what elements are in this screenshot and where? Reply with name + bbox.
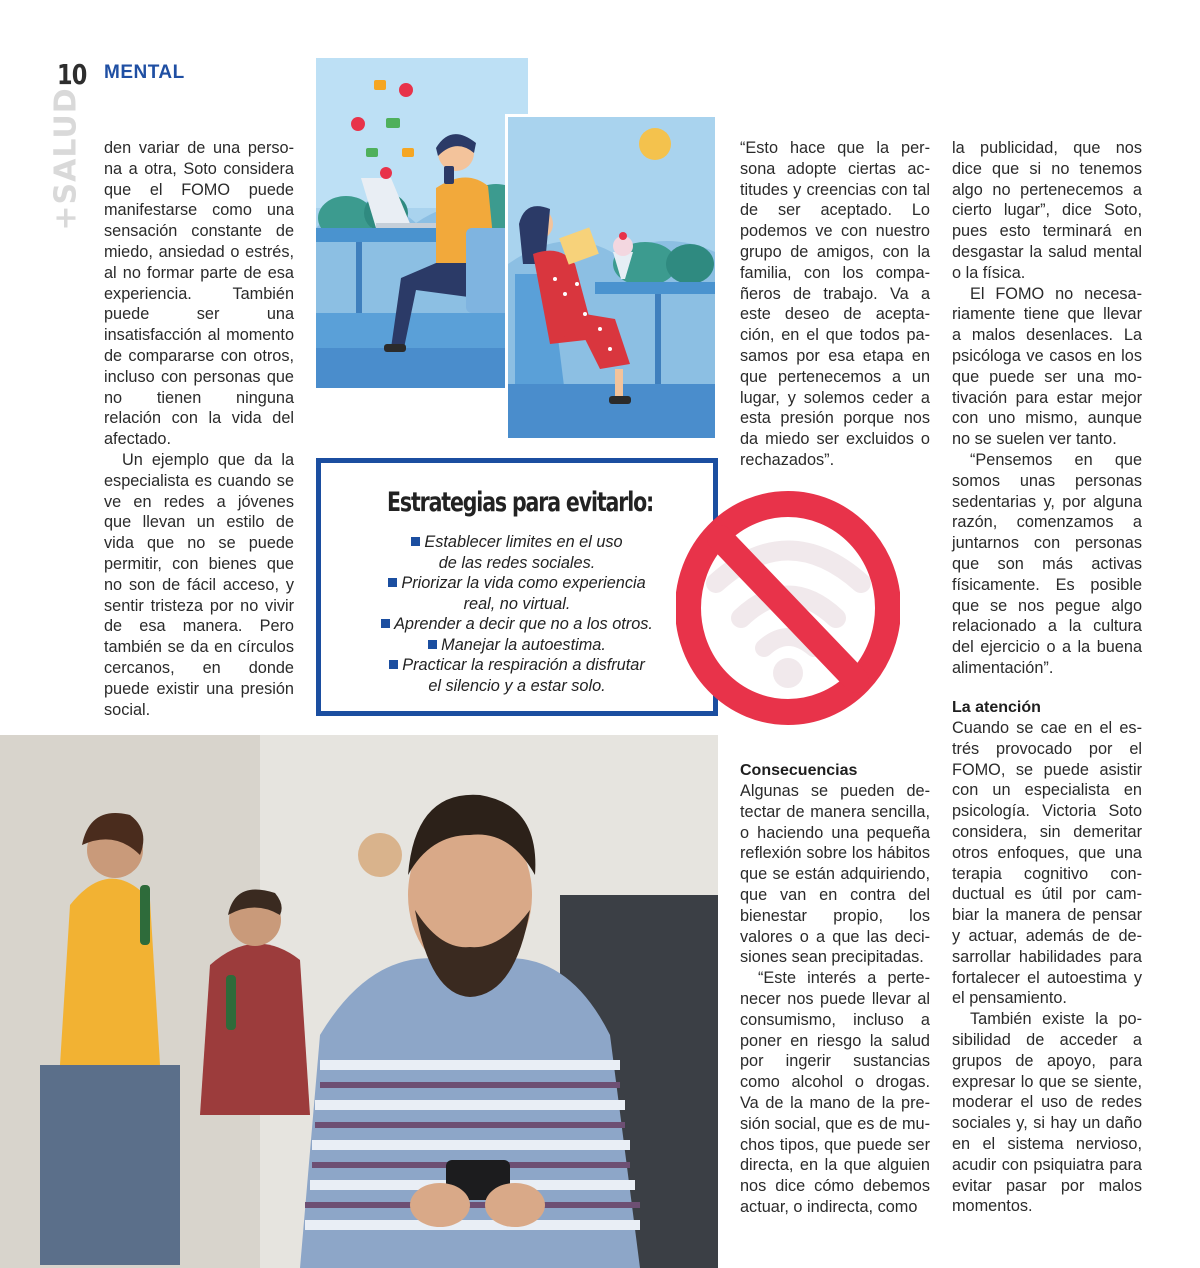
paragraph: El FOMO no necesariamente tiene que llevar a malos desenlaces. La psicóloga ve casos en los que puede ser una motivación para estar mejor con uno mismo, aunque no se suelen ver tanto. [952, 284, 1142, 449]
paragraph: También existe la posibilidad de acceder a grupos de apoyo, para expresar lo que se siente, moderar el uso de redes sociales y, si hay un daño en el sistema nervioso, acudir con psiquiatra para evitar pasar por malos momentos. [952, 1010, 1142, 1216]
list-item [321, 573, 713, 614]
vertical-label-text: +SALUD [48, 87, 84, 231]
illustration-woman-reading [505, 114, 718, 441]
item-text: Priorizar la vida como experiencia [401, 574, 646, 592]
paragraph: la publicidad, que nos dice que si no tenemos algo no pertenecemos a cierto lugar”, dice Soto, pues esto terminará en desgastar la salud mental o la física. [952, 139, 1142, 282]
strategies-title: Estrategias para evitarlo: [387, 487, 654, 518]
paragraph: Algunas se pueden detectar de manera sencilla, o haciendo una pequeña reflexión sobre los hábitos que se están adquiriendo, que van en contra del bienestar propio, los valores o a que las decisiones sean precipitadas. [740, 782, 930, 967]
bullet-square-icon [389, 660, 398, 669]
item-text-line2: de las redes sociales. [438, 553, 596, 572]
strategies-list [321, 532, 713, 696]
paragraph: “Este interés a pertenecer nos puede llevar al consumismo, incluso a poner en riesgo la salud por ingerir sustancias como alcohol o drogas. Va de la mano de la presión social, que es de muchos tipos, que puede ser directa, en la que alguien nos dice cómo debemos actuar, o indirecta, como [740, 969, 930, 1216]
strategies-box [316, 458, 718, 716]
item-text: Establecer limites en el uso [424, 533, 623, 551]
item-text: Aprender a decir que no a los otros. [394, 615, 653, 633]
paragraph: “Esto hace que la persona adopte ciertas actitudes y creencias con tal de ser aceptado. Lo podemos ve con nuestro grupo de amigos, con la familia, con los compañeros de trabajo. Va a este deseo de aceptación, en el que todos pasamos por esa etapa en que pertenecemos a un lugar, y solemos ceder a esta presión porque nos da miedo ser excluidos o rechazados”. [740, 139, 930, 469]
consecuencias-section [740, 760, 930, 1218]
bullet-square-icon [388, 578, 397, 587]
paragraph: den variar de una persona a otra, Soto considera que el FOMO puede manifestarse como una sensación constante de miedo, ansiedad o estrés, al no formar parte de esa experiencia. También puede ser una insatisfacción al momento de compararse con otros, incluso con personas que no tienen ninguna relación con la vida del afectado. [104, 139, 294, 449]
paragraph: Cuando se cae en el estrés provocado por el FOMO, se puede asistir con un especialista en psicología. Victoria Soto considera, sin demeritar otros enfoques, que una terapia cognitivo conductual es útil por cambiar la manera de pensar y actuar, además de desarrollar habilidades para fortalecer el autoestima y el pensamiento. [952, 719, 1142, 1008]
list-item [321, 532, 713, 573]
column-3 [952, 138, 1142, 679]
bullet-square-icon [428, 640, 437, 649]
column-2 [740, 138, 930, 471]
no-wifi-icon [676, 488, 900, 726]
vertical-label [44, 87, 88, 231]
section-title: MENTAL [104, 62, 185, 83]
list-item [321, 635, 713, 656]
paragraph: “Pensemos en que somos unas personas sedentarias y, por alguna razón, comenzamos a juntarnos con personas que son más activas físicamente. Es posible que se nos pegue algo relacionado a la cultura del ejercicio o a la buena alimentación”. [952, 450, 1142, 677]
photo-man-with-phone [0, 735, 718, 1268]
bullet-square-icon [381, 619, 390, 628]
item-text: Practicar la respiración a disfrutar [402, 656, 645, 674]
list-item [321, 614, 713, 635]
item-text-line2: real, no virtual. [463, 594, 571, 613]
section-heading: La atención [952, 699, 1041, 716]
illustration-man-phone [316, 58, 528, 388]
paragraph: Un ejemplo que da la especialista es cuando se ve en redes a jóvenes que llevan un estilo de vida que no se puede permitir, con bienes que no son de fácil acceso, y sentir tristeza por no vivir de esa manera. Pero también se da en círculos cercanos, en donde puede existir una presión social. [104, 450, 294, 719]
section-heading: Consecuencias [740, 762, 858, 779]
item-text-line2: el silencio y a estar solo. [428, 676, 606, 695]
column-1 [104, 138, 294, 720]
list-item [321, 655, 713, 696]
item-text: Manejar la autoestima. [441, 635, 606, 654]
atencion-section [952, 697, 1142, 1217]
page-number: 10 [57, 58, 87, 91]
bullet-square-icon [411, 537, 420, 546]
